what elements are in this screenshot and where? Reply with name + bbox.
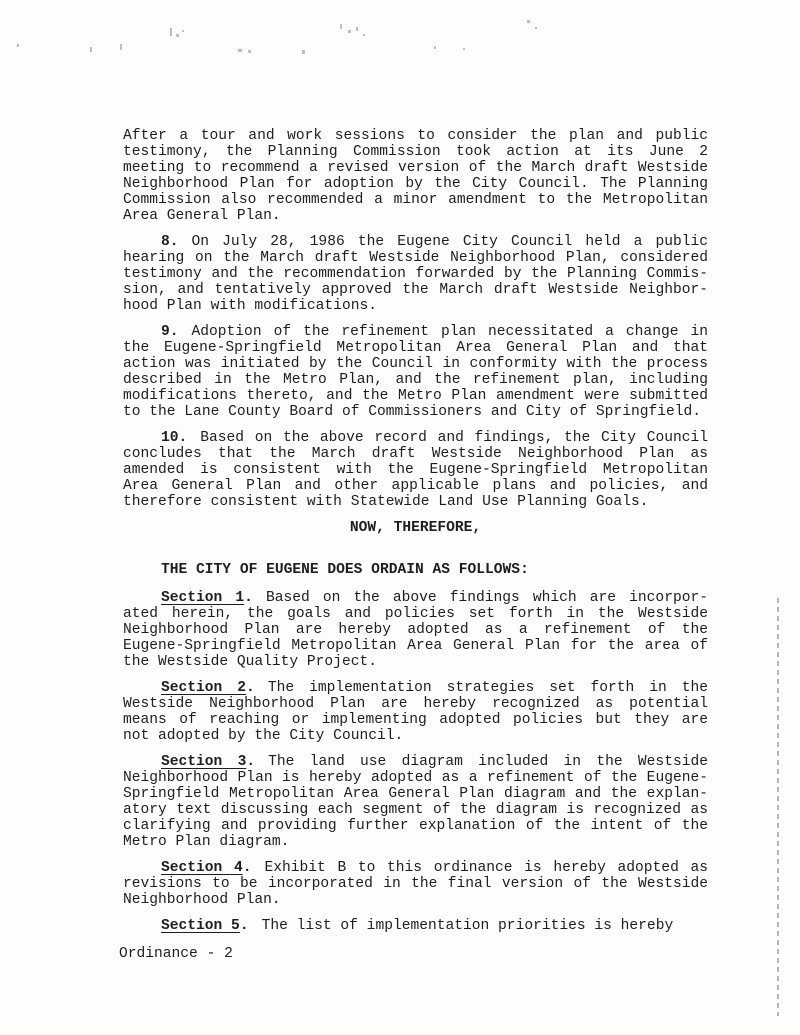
text-line: the Eugene-Springfield Metropolitan Area General Plan and that <box>123 340 708 356</box>
ordain-heading-line: THE CITY OF EUGENE DOES ORDAIN AS FOLLOWS: <box>161 562 529 578</box>
paragraph-label: 9. <box>161 324 179 340</box>
paragraph-section-2 <box>123 680 708 744</box>
paragraph-label-underlined: Section 3 <box>161 754 247 770</box>
paragraph-label: Section 2. <box>161 680 255 696</box>
text-line: described in the Metro Plan, and the refinement plan, including <box>123 372 708 388</box>
scan-noise <box>248 50 251 53</box>
text-line: Commission also recommended a minor amendment to the Metropolitan <box>123 192 708 208</box>
scan-noise <box>463 48 465 50</box>
paragraph-label-underlined: Section 1 <box>161 590 245 606</box>
text-line: Section 4. Exhibit B to this ordinance is hereby adopted as <box>161 860 708 876</box>
text-line: not adopted by the City Council. <box>123 728 404 744</box>
text-line: meeting to recommend a revised version of the March draft Westside <box>123 160 708 176</box>
scan-noise <box>120 44 122 50</box>
paragraph-label: 10. <box>161 430 188 446</box>
text-line: atory text discussing each segment of the diagram is recognized as <box>123 802 708 818</box>
text-line: 9. Adoption of the refinement plan necessitated a change in <box>161 324 708 340</box>
scan-edge-artifact <box>777 598 779 1016</box>
text-line: Neighborhood Plan. <box>123 892 281 908</box>
text-line: After a tour and work sessions to consider the plan and public <box>123 128 708 144</box>
text-line: sion, and tentatively approved the March draft Westside Neighbor- <box>123 282 708 298</box>
text-line: Neighborhood Plan for adoption by the City Council. The Planning <box>123 176 708 192</box>
scan-noise <box>535 27 537 29</box>
paragraph-label: 8. <box>161 234 179 250</box>
text-line: 10. Based on the above record and findings, the City Council <box>161 430 708 446</box>
scan-noise <box>170 28 172 36</box>
text-line: clarifying and providing further explanation of the intent of the <box>123 818 708 834</box>
paragraph-section-5 <box>123 918 708 934</box>
text-line: Section 3. The land use diagram included in the Westside <box>161 754 708 770</box>
scan-noise <box>238 49 242 52</box>
paragraph-label: Section 3. <box>161 754 256 770</box>
ordain-heading-block <box>123 562 708 578</box>
paragraph-intro <box>123 128 708 224</box>
paragraph-label: Section 1. <box>161 590 253 606</box>
scan-noise <box>90 47 92 52</box>
text-line: hearing on the March draft Westside Neighborhood Plan, considered <box>123 250 708 266</box>
page-footer: Ordinance - 2 <box>119 946 233 962</box>
text-line: Metro Plan diagram. <box>123 834 290 850</box>
text-line: hood Plan with modifications. <box>123 298 377 314</box>
text-line: Section 2. The implementation strategies set forth in the <box>161 680 708 696</box>
paragraph-label-underlined: Section 4 <box>161 860 243 876</box>
text-line: concludes that the March draft Westside Neighborhood Plan as <box>123 446 708 462</box>
now-therefore-block <box>123 520 708 536</box>
text-line: Area General Plan. <box>123 208 281 224</box>
text-line: Springfield Metropolitan Area General Plan diagram and the explan- <box>123 786 708 802</box>
paragraph-label-underlined: Section 2 <box>161 680 247 696</box>
text-line: Area General Plan and other applicable plans and policies, and <box>123 478 708 494</box>
scan-noise <box>348 30 351 33</box>
paragraph-9 <box>123 324 708 420</box>
paragraph-section-3 <box>123 754 708 850</box>
text-line: Section 5. The list of implementation priorities is hereby <box>161 918 674 934</box>
scan-noise <box>176 34 179 37</box>
scan-noise <box>527 20 530 23</box>
text-line: therefore consistent with Statewide Land Use Planning Goals. <box>123 494 649 510</box>
text-line: Neighborhood Plan are hereby adopted as a refinement of the <box>123 622 708 638</box>
text-line: Eugene-Springfield Metropolitan Area General Plan for the area of <box>123 638 708 654</box>
text-line: Section 1. Based on the above findings which are incorpor- <box>161 590 708 606</box>
text-line: testimony, the Planning Commission took action at its June 2 <box>123 144 708 160</box>
scan-noise <box>182 30 184 32</box>
now-therefore-line: NOW, THEREFORE, <box>349 520 482 536</box>
paragraph-section-4 <box>123 860 708 908</box>
text-line: Westside Neighborhood Plan are hereby recognized as potential <box>123 696 708 712</box>
text-line: revisions to be incorporated in the final version of the Westside <box>123 876 708 892</box>
paragraph-section-1 <box>123 590 708 670</box>
scan-noise <box>356 27 358 31</box>
paragraph-label: Section 4. <box>161 860 252 876</box>
paragraph-10 <box>123 430 708 510</box>
text-line: amended is consistent with the Eugene-Springfield Metropolitan <box>123 462 708 478</box>
text-line: the Westside Quality Project. <box>123 654 377 670</box>
text-line: action was initiated by the Council in conformity with the process <box>123 356 708 372</box>
scan-noise <box>17 44 19 47</box>
paragraph-8 <box>123 234 708 314</box>
paragraph-label-underlined: Section 5 <box>161 918 240 934</box>
text-line: Neighborhood Plan is hereby adopted as a refinement of the Eugene- <box>123 770 708 786</box>
scan-noise <box>340 24 342 29</box>
scan-noise <box>363 34 365 36</box>
text-line: to the Lane County Board of Commissioners and City of Springfield. <box>123 404 702 420</box>
scan-noise <box>302 50 305 54</box>
paragraph-label: Section 5. <box>161 918 249 934</box>
text-line: 8. On July 28, 1986 the Eugene City Council held a public <box>161 234 708 250</box>
text-line: testimony and the recommendation forwarded by the Planning Commis- <box>123 266 708 282</box>
text-line: modifications thereto, and the Metro Plan amendment were submitted <box>123 388 708 404</box>
text-line: ated herein, the goals and policies set forth in the Westside <box>123 606 708 622</box>
ordinance-text <box>123 128 708 944</box>
text-line: means of reaching or implementing adopted policies but they are <box>123 712 708 728</box>
scan-noise <box>434 46 436 49</box>
